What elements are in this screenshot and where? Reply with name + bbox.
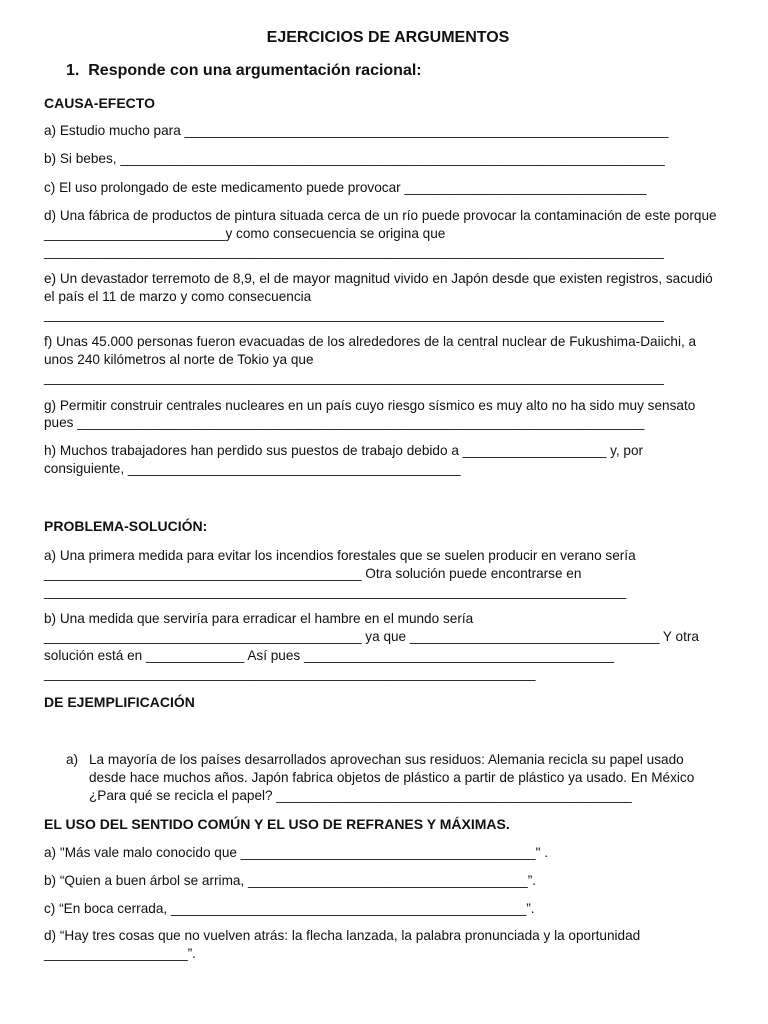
refranes-item-b[interactable]: b) “Quien a buen árbol se arrima, _____________________________________”. (44, 873, 537, 888)
instruction (66, 62, 422, 80)
causa-efecto-item-e-line2: el país el 11 de marzo y como consecuencia (44, 289, 312, 304)
causa-efecto-item-g-line1: g) Permitir construir centrales nucleares en un país cuyo riesgo sísmico es muy alto no ha sido muy sensato (44, 398, 696, 413)
refranes-item-a[interactable]: a) "Más vale malo conocido que _______________________________________" . (44, 845, 548, 860)
ejemplificacion-item-label: a) (66, 752, 79, 767)
causa-efecto-item-e-line3[interactable]: __________________________________________________________________________________ (44, 307, 664, 322)
causa-efecto-item-a[interactable]: a) Estudio mucho para ________________________________________________________________ (44, 123, 669, 138)
refranes-item-d-line1: d) “Hay tres cosas que no vuelven atrás: la flecha lanzada, la palabra pronunciada y la oportunidad (44, 928, 641, 943)
causa-efecto-item-f-line2: unos 240 kilómetros al norte de Tokio ya que (44, 352, 314, 367)
section-heading-ejemplificacion: DE EJEMPLIFICACIÓN (44, 694, 195, 710)
problema-solucion-item-b-line2[interactable]: __________________________________________ ya que _________________________________ Y otra (44, 629, 699, 644)
problema-solucion-item-a-line3[interactable]: _____________________________________________________________________________ (44, 584, 627, 599)
causa-efecto-item-b[interactable]: b) Si bebes, ________________________________________________________________________ (44, 151, 665, 166)
refranes-item-c[interactable]: c) “En boca cerrada, _______________________________________________”. (44, 901, 535, 916)
causa-efecto-item-e-line1: e) Un devastador terremoto de 8,9, el de mayor magnitud vivido en Japón desde que existen registros, sacudió (44, 271, 713, 286)
causa-efecto-item-f-line3[interactable]: __________________________________________________________________________________ (44, 370, 664, 385)
causa-efecto-item-d-line1: d) Una fábrica de productos de pintura situada cerca de un río puede provocar la contaminación de este porque (44, 208, 717, 223)
instruction-number: 1. (66, 62, 80, 79)
causa-efecto-item-d-line3[interactable]: __________________________________________________________________________________ (44, 244, 664, 259)
problema-solucion-item-b-line3[interactable]: solución está en _____________ Así pues _________________________________________ (44, 648, 614, 663)
section-heading-causa-efecto: CAUSA-EFECTO (44, 95, 155, 111)
causa-efecto-item-g-line2[interactable]: pues ___________________________________________________________________________ (44, 415, 645, 430)
causa-efecto-item-h-line1[interactable]: h) Muchos trabajadores han perdido sus puestos de trabajo debido a ___________________ y, por (44, 443, 644, 458)
ejemplificacion-item-line3[interactable]: ¿Para qué se recicla el papel? _______________________________________________ (89, 788, 632, 803)
instruction-text: Responde con una argumentación racional: (88, 62, 422, 79)
page-title: EJERCICIOS DE ARGUMENTOS (266, 29, 510, 46)
refranes-item-d-line2[interactable]: ___________________”. (44, 946, 196, 961)
problema-solucion-item-b-line1: b) Una medida que serviría para erradicar el hambre en el mundo sería (44, 611, 474, 626)
section-heading-refranes: EL USO DEL SENTIDO COMÚN Y EL USO DE REFRANES Y MÁXIMAS. (44, 816, 510, 832)
causa-efecto-item-c[interactable]: c) El uso prolongado de este medicamento puede provocar ________________________________ (44, 180, 647, 195)
problema-solucion-item-b-line4[interactable]: _________________________________________________________________ (44, 666, 536, 681)
problema-solucion-item-a-line1: a) Una primera medida para evitar los incendios forestales que se suelen producir en verano sería (44, 548, 636, 563)
causa-efecto-item-h-line2[interactable]: consiguiente, ____________________________________________ (44, 461, 461, 476)
section-heading-problema-solucion: PROBLEMA-SOLUCIÓN: (44, 518, 208, 534)
ejemplificacion-item-line1: La mayoría de los países desarrollados aprovechan sus residuos: Alemania recicla su papel usado (89, 752, 684, 767)
problema-solucion-item-a-line2[interactable]: __________________________________________ Otra solución puede encontrarse en (44, 566, 582, 581)
causa-efecto-item-f-line1: f) Unas 45.000 personas fueron evacuadas de los alrededores de la central nuclear de Fukushima-Daiichi, a (44, 334, 697, 349)
causa-efecto-item-d-line2[interactable]: ________________________y como consecuencia se origina que (44, 226, 446, 241)
ejemplificacion-item-line2: desde hace muchos años. Japón fabrica objetos de plástico a partir de plástico ya usado. En México (89, 770, 695, 785)
